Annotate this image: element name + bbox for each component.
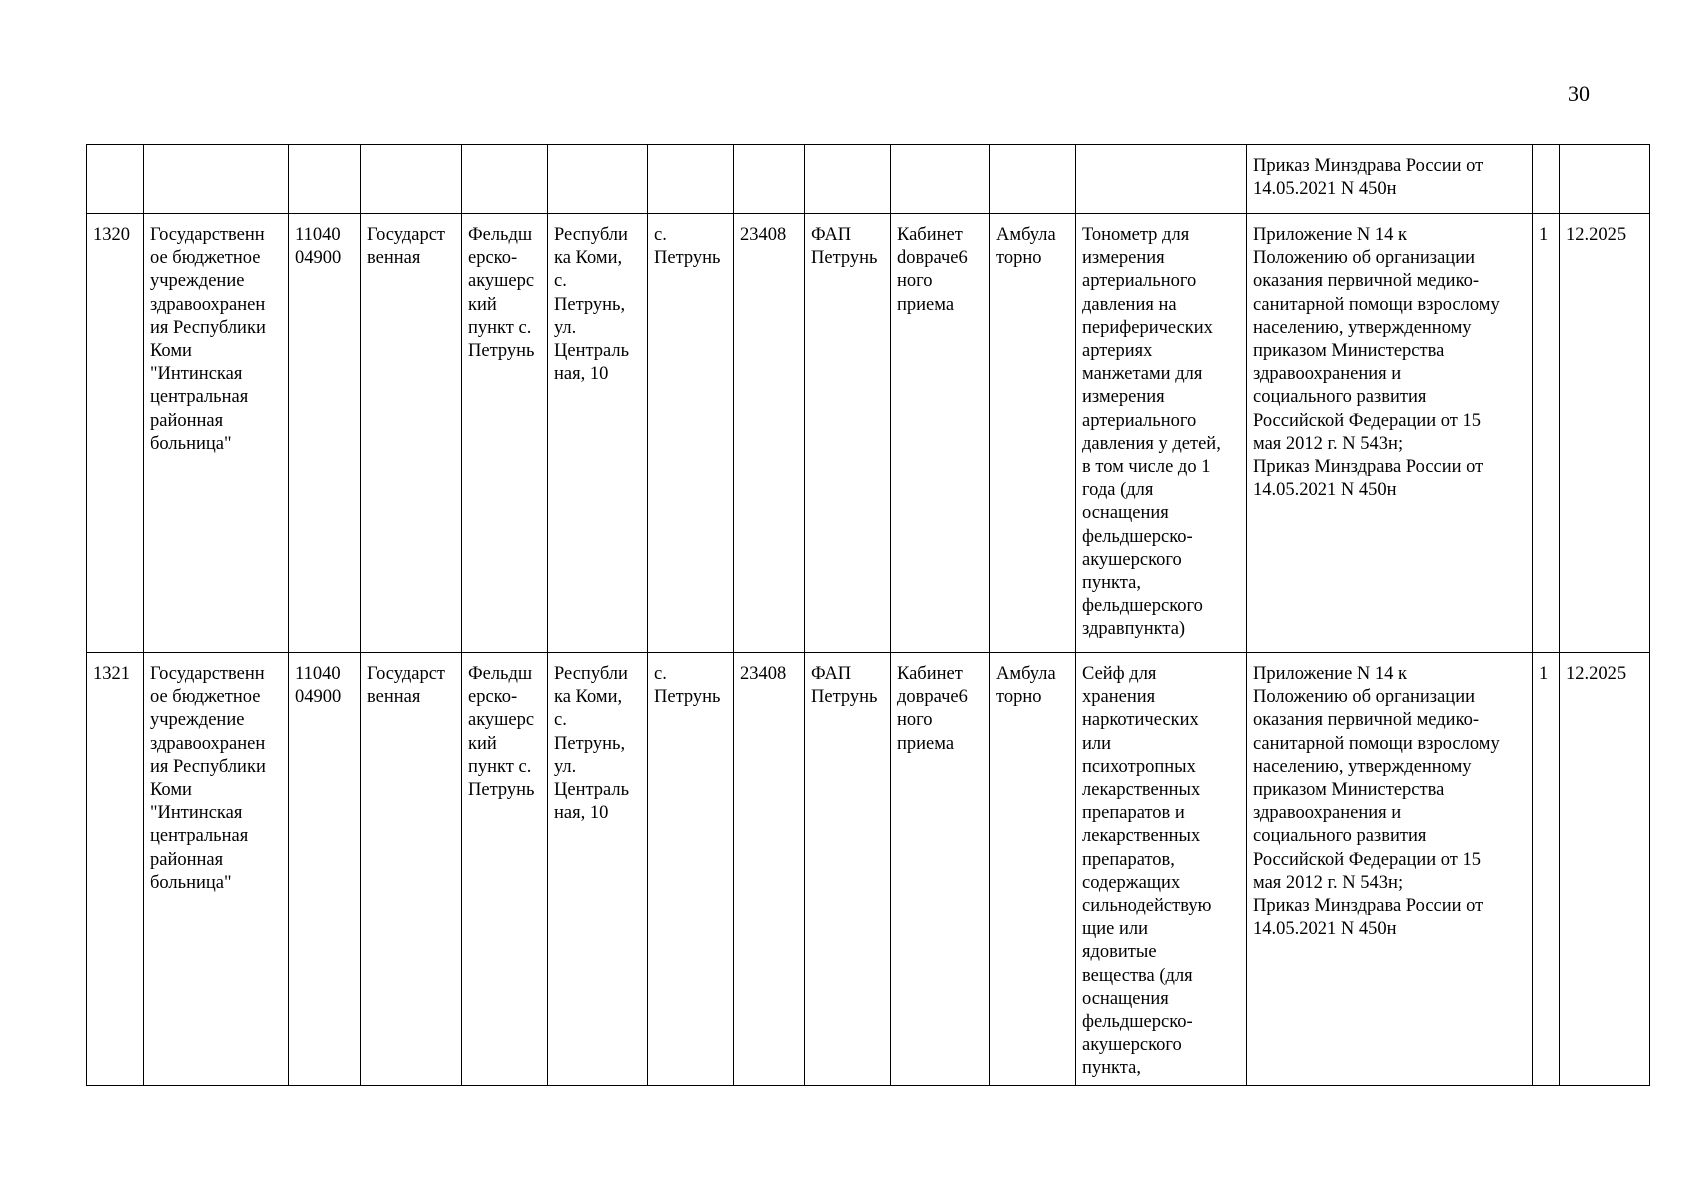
cell-ownership [361,145,462,214]
cell-number: 1320 [87,214,144,653]
table-row-continuation [87,145,1650,214]
page-number: 30 [1568,81,1590,106]
cell-facility [462,145,548,214]
cell-facility: Фельдш ерско- акушерс кий пункт с. Петрунь [462,214,548,653]
cell-equipment: Сейф для хранения наркотических или психотропных лекарственных препаратов и лекарственных препаратов, содержащих сильнодействую щие или ядовитые вещества (для оснащения фельдшерско- акушерского пункта, [1076,653,1247,1086]
cell-code: 11040 04900 [289,214,361,653]
cell-regulation: Приложение N 14 к Положению об организации оказания первичной медико- санитарной помощи взрослому населению, утвержденному приказом Министерства здравоохранения и социального развития Российской Федерации от 15 мая 2012 г. N 543н; Приказ Минздрава России от 14.05.2021 N 450н [1247,653,1533,1086]
cell-ownership: Государст венная [361,214,462,653]
cell-equipment [1076,145,1247,214]
cell-care-type: Амбула торно [990,653,1076,1086]
cell-address: Республи ка Коми, с. Петрунь, ул. Централь ная, 10 [548,214,648,653]
cell-regulation: Приложение N 14 к Положению об организации оказания первичной медико- санитарной помощи взрослому населению, утвержденному приказом Министерства здравоохранения и социального развития Российской Федерации от 15 мая 2012 г. N 543н; Приказ Минздрава России от 14.05.2021 N 450н [1247,214,1533,653]
cell-care-type: Амбула торно [990,214,1076,653]
cell-date [1560,145,1650,214]
cell-locality-code: 23408 [734,214,805,653]
cell-quantity: 1 [1533,214,1560,653]
cell-number [87,145,144,214]
cell-organization: Государственн ое бюджетное учреждение здравоохранен ия Республики Коми "Интинская центральная районная больница" [144,653,289,1086]
cell-facility: Фельдш ерско- акушерс кий пункт с. Петрунь [462,653,548,1086]
cell-date: 12.2025 [1560,653,1650,1086]
cell-unit [805,145,891,214]
cell-locality: с. Петрунь [648,653,734,1086]
cell-organization [144,145,289,214]
cell-date: 12.2025 [1560,214,1650,653]
cell-number: 1321 [87,653,144,1086]
table-row [87,214,1650,653]
cell-code: 11040 04900 [289,653,361,1086]
cell-address [548,145,648,214]
cell-unit: ФАП Петрунь [805,653,891,1086]
table-row [87,653,1650,1086]
cell-unit: ФАП Петрунь [805,214,891,653]
cell-locality-code: 23408 [734,653,805,1086]
cell-quantity [1533,145,1560,214]
cell-room: Кабинет довраче6 ного приема [891,653,990,1086]
cell-regulation: Приказ Минздрава России от 14.05.2021 N 450н [1247,145,1533,214]
cell-equipment: Тонометр для измерения артериального давления на периферических артериях манжетами для измерения артериального давления у детей, в том числе до 1 года (для оснащения фельдшерско- акушерского пункта, фельдшерского здравпункта) [1076,214,1247,653]
cell-organization: Государственн ое бюджетное учреждение здравоохранен ия Республики Коми "Интинская центральная районная больница" [144,214,289,653]
cell-locality [648,145,734,214]
cell-code [289,145,361,214]
cell-locality: с. Петрунь [648,214,734,653]
equipment-table [86,144,1650,1086]
cell-quantity: 1 [1533,653,1560,1086]
cell-care-type [990,145,1076,214]
cell-address: Республи ка Коми, с. Петрунь, ул. Централь ная, 10 [548,653,648,1086]
cell-room: Кабинет dовраче6 ного приема [891,214,990,653]
cell-locality-code [734,145,805,214]
cell-ownership: Государст венная [361,653,462,1086]
cell-room [891,145,990,214]
